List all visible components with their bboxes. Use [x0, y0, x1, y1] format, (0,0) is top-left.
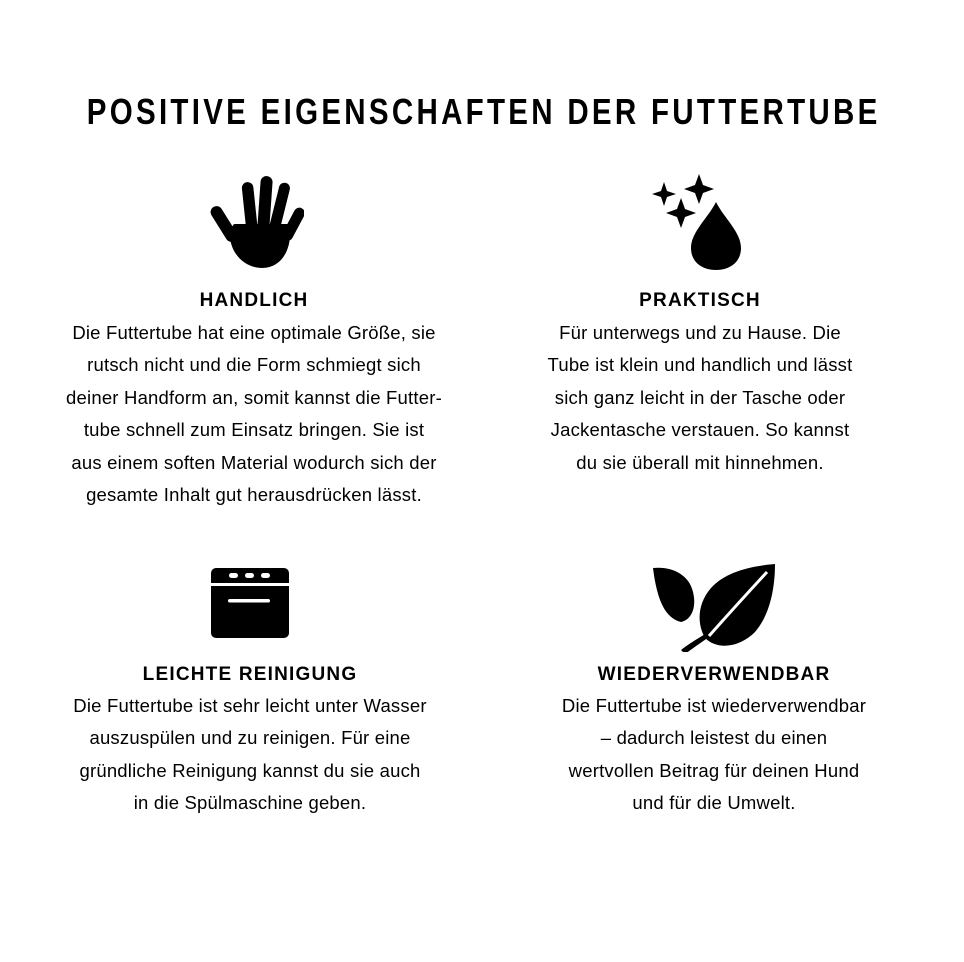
description-line: aus einem soften Material wodurch sich der: [71, 451, 437, 473]
description-line: in die Spülmaschine geben.: [133, 792, 367, 814]
description-line: Die Futtertube ist wiederverwendbar: [561, 695, 867, 716]
page-title: POSITIVE EIGENSCHAFTEN DER FUTTERTUBE: [86, 91, 881, 133]
description-line: tube schnell zum Einsatz bringen. Sie ist: [83, 419, 425, 441]
description-line: rutsch nicht und die Form schmiegt sich: [87, 354, 421, 376]
description-line: auszuspülen und zu reinigen. Für eine: [89, 727, 411, 749]
description-line: Die Futtertube ist sehr leicht unter Wasser: [73, 695, 427, 716]
description-line: Jackentasche verstauen. So kannst: [550, 419, 850, 441]
description-line: Die Futtertube hat eine optimale Größe, sie: [72, 322, 436, 343]
leaves-icon: [494, 560, 934, 652]
feature-description: [480, 317, 920, 479]
description-line: sich ganz leicht in der Tasche oder: [554, 386, 846, 408]
description-line: Tube ist klein und handlich und lässt: [547, 354, 853, 376]
description-line: gründliche Reinigung kannst du sie auch: [79, 759, 421, 781]
sparkle-drop-icon: [480, 172, 920, 272]
hand-icon: [34, 172, 474, 272]
feature-heading: LEICHTE REINIGUNG: [142, 664, 358, 685]
description-line: Für unterwegs und zu Hause. Die: [559, 322, 841, 343]
feature-description: [34, 317, 474, 511]
feature-heading: HANDLICH: [199, 290, 309, 311]
feature-heading: WIEDERVERWENDBAR: [597, 664, 831, 685]
feature-heading: PRAKTISCH: [639, 290, 761, 311]
description-line: wertvollen Beitrag für deinen Hund: [568, 759, 860, 781]
description-line: du sie überall mit hinnehmen.: [576, 451, 824, 473]
description-line: und für die Umwelt.: [632, 792, 796, 814]
dishwasher-icon: [30, 560, 470, 640]
feature-description: [30, 690, 470, 820]
description-line: deiner Handform an, somit kannst die Futter-: [66, 386, 442, 408]
feature-description: [494, 690, 934, 820]
description-line: – dadurch leistest du einen: [600, 727, 828, 749]
description-line: gesamte Inhalt gut herausdrücken lässt.: [86, 484, 422, 506]
